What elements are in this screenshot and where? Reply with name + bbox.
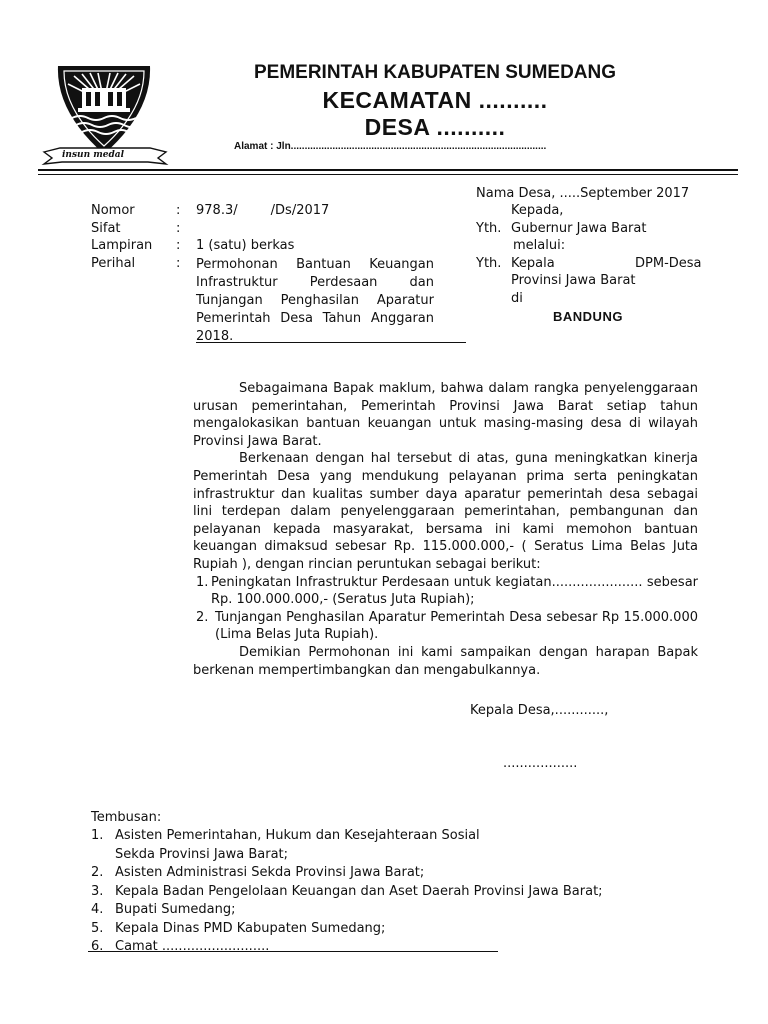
- meta-colon: :: [176, 203, 181, 218]
- tembusan-text: Kepala Dinas PMD Kabupaten Sumedang;: [115, 920, 386, 936]
- letterhead-desa: DESA ..........: [364, 114, 506, 140]
- kabupaten-sumedang-emblem: [40, 62, 170, 170]
- letterhead-address: Alamat : Jln............................................................................................: [234, 141, 547, 152]
- tembusan-item: [91, 883, 603, 902]
- tembusan-item: [91, 938, 603, 957]
- perihal-line: Permohonan Bantuan Keuangan: [196, 257, 434, 272]
- list-text: Peningkatan Infrastruktur Perdesaan untuk kegiatan...................... sebesar Rp. 100.000.000,- (Seratus Juta Rupiah);: [211, 574, 698, 608]
- tembusan-number: 1.: [91, 828, 104, 843]
- tembusan-text: Bupati Sumedang;: [115, 902, 236, 917]
- body-paragraph-3: Demikian Permohonan ini kami sampaikan dengan harapan Bapak berkenan mempertimbangkan dan mengabulkannya.: [193, 644, 698, 678]
- letterhead-kecamatan: KECAMATAN ..........: [322, 87, 548, 113]
- place-date: Nama Desa, .....September 2017: [476, 186, 690, 201]
- tembusan-item: [91, 827, 603, 846]
- tembusan-title: Tembusan:: [91, 810, 162, 825]
- tembusan-text: Asisten Administrasi Sekda Provinsi Jawa Barat;: [115, 865, 425, 880]
- tembusan-number: 5.: [91, 920, 104, 936]
- meta-value-perihal: [196, 256, 434, 346]
- body-paragraph-1: Sebagaimana Bapak maklum, bahwa dalam rangka penyelenggaraan urusan pemerintahan, Pemerintah Provinsi Jawa Barat setiap tahun mengalokasikan bantuan keuangan untuk masing-masing desa di wilayah Provinsi Jawa Barat.: [193, 381, 698, 449]
- recipient-kepala: Kepala: [511, 256, 555, 271]
- meta-label-sifat: Sifat: [91, 221, 121, 236]
- di-label: di: [511, 291, 523, 306]
- yth-label: Yth.: [476, 256, 502, 271]
- tembusan-item: [91, 920, 603, 939]
- body-list-item-2: [193, 609, 698, 644]
- tembusan-text: Asisten Pemerintahan, Hukum dan Kesejahteraan Sosial: [115, 828, 480, 843]
- recipient-city: BANDUNG: [553, 309, 623, 324]
- recipient-provinsi: Provinsi Jawa Barat: [511, 273, 636, 288]
- tembusan-item: [91, 864, 603, 883]
- list-number: 2.: [196, 609, 209, 625]
- meta-label-nomor: Nomor: [91, 203, 135, 218]
- perihal-line: Infrastruktur Perdesaan dan: [196, 275, 434, 290]
- meta-label-lampiran: Lampiran: [91, 238, 153, 253]
- perihal-line: 2018.: [196, 329, 234, 344]
- signature-title: Kepala Desa,............,: [470, 703, 609, 718]
- signature-name: ..................: [503, 756, 578, 771]
- letterhead-divider-thick: [38, 169, 738, 171]
- list-number: 1.: [196, 574, 209, 590]
- perihal-underline: [196, 342, 466, 343]
- recipient-gubernur: Gubernur Jawa Barat: [511, 221, 647, 236]
- tembusan-list: [91, 827, 603, 957]
- meta-value-nomor: 978.3/ /Ds/2017: [196, 203, 330, 218]
- via-label: melalui:: [513, 238, 566, 253]
- tembusan-text: Kepala Badan Pengelolaan Keuangan dan Aset Daerah Provinsi Jawa Barat;: [115, 883, 603, 899]
- tembusan-number: 4.: [91, 902, 104, 917]
- meta-colon: :: [176, 256, 181, 271]
- emblem-ribbon-text: insun medal: [62, 150, 125, 160]
- tembusan-underline: [88, 951, 498, 952]
- tembusan-number: 6.: [91, 939, 104, 954]
- recipient-dpm-desa: DPM-Desa: [635, 256, 702, 271]
- letter-body: [193, 380, 698, 679]
- perihal-line: Tunjangan Penghasilan Aparatur: [196, 293, 434, 308]
- tembusan-number: 2.: [91, 865, 104, 880]
- meta-label-perihal: Perihal: [91, 256, 136, 271]
- tembusan-item: [91, 901, 603, 920]
- tembusan-text: Camat ..........................: [115, 939, 270, 954]
- tembusan-item: [91, 846, 603, 865]
- body-paragraph-2: Berkenaan dengan hal tersebut di atas, guna meningkatkan kinerja Pemerintah Desa yang mendukung pelayanan prima serta peningkatan infrastruktur dan kualitas sumber daya aparatur pemerintah desa sebagai lini terdepan dalam penyelenggaraan pemerintahan, pembangunan dan pelayanan kepada masyarakat, bersama ini kami memohon bantuan keuangan dimaksud sebesar Rp. 115.000.000,- ( Seratus Lima Belas Juta Rupiah ), dengan rincian peruntukan sebagai berikut:: [193, 451, 698, 572]
- meta-colon: :: [176, 221, 181, 236]
- tembusan-number: 3.: [91, 883, 104, 899]
- list-text: Tunjangan Penghasilan Aparatur Pemerintah Desa sebesar Rp 15.000.000 (Lima Belas Juta Rupiah).: [215, 609, 698, 643]
- tembusan-text: Sekda Provinsi Jawa Barat;: [115, 846, 289, 862]
- letterhead-divider-thin: [38, 174, 738, 175]
- meta-value-lampiran: 1 (satu) berkas: [196, 238, 295, 253]
- perihal-line: Pemerintah Desa Tahun Anggaran: [196, 311, 434, 326]
- yth-label: Yth.: [476, 221, 502, 236]
- letterhead-government: PEMERINTAH KABUPATEN SUMEDANG: [253, 62, 617, 83]
- body-list-item-1: [193, 574, 698, 609]
- meta-colon: :: [176, 238, 181, 253]
- kepada-label: Kepada,: [511, 203, 564, 218]
